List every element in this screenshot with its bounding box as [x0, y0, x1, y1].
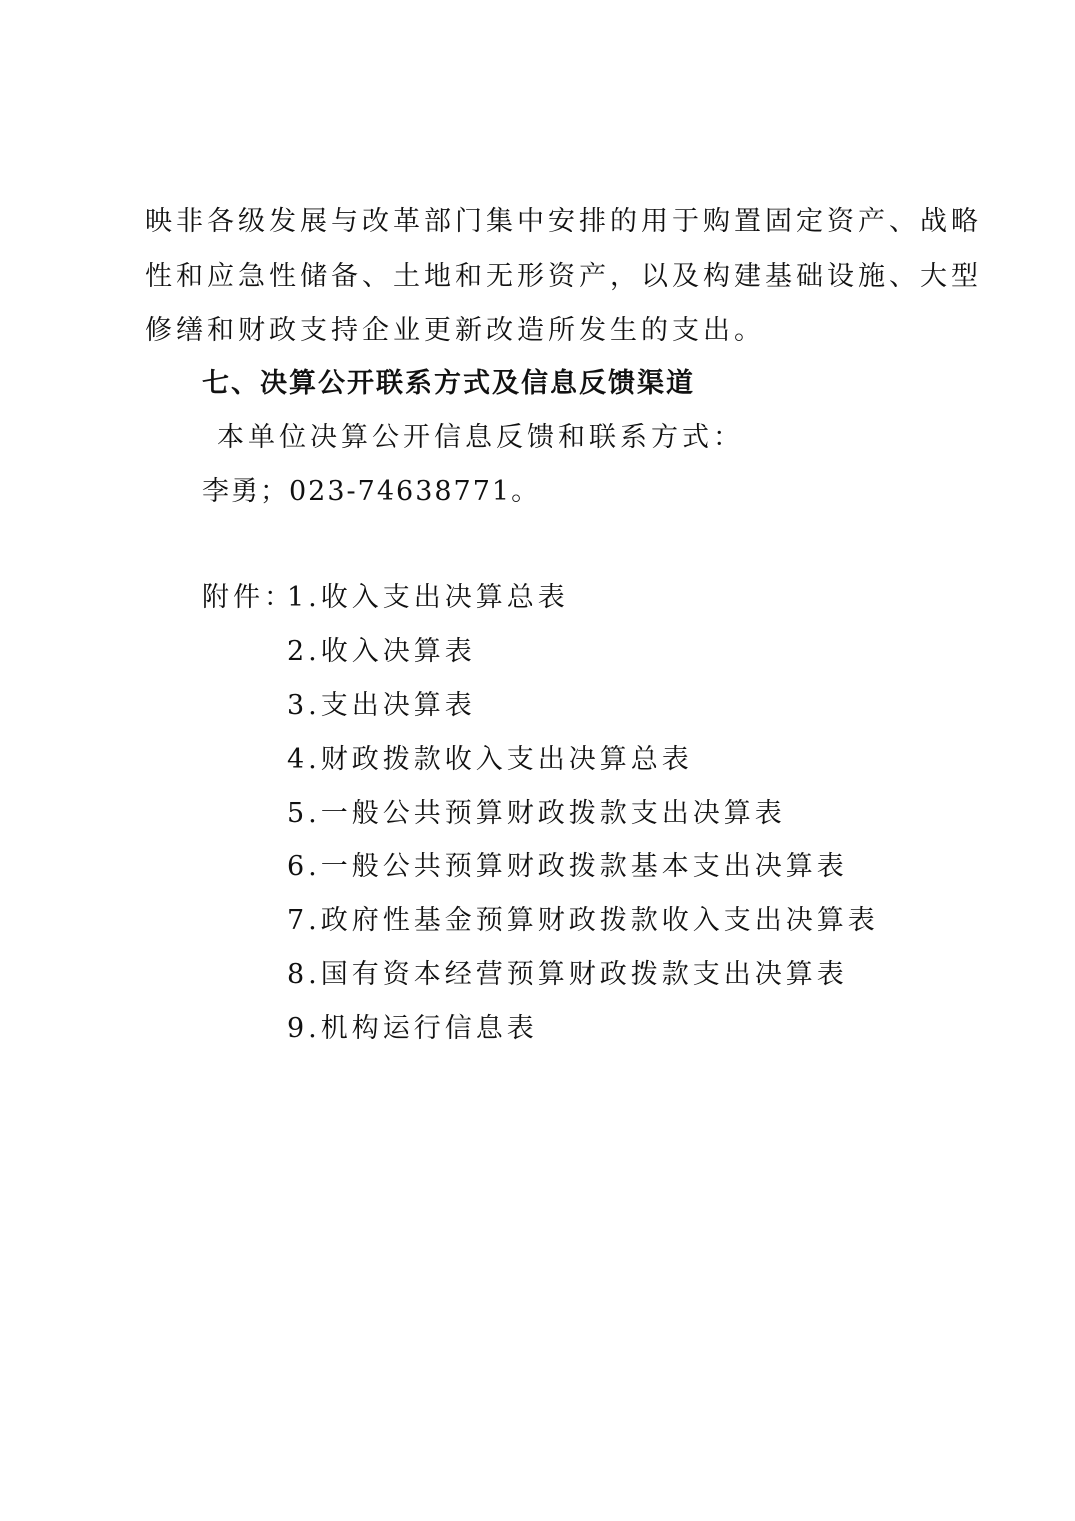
- paragraph-line-3: 修缮和财政支持企业更新改造所发生的支出。: [145, 315, 765, 346]
- attachment-item: 3.支出决算表: [287, 690, 476, 721]
- contact-info: 李勇；023-74638771。: [202, 476, 541, 507]
- attachment-item: 6.一般公共预算财政拨款基本支出决算表: [287, 851, 848, 882]
- attachment-item: 7.政府性基金预算财政拨款收入支出决算表: [287, 905, 879, 936]
- attachment-item: 4.财政拨款收入支出决算总表: [287, 744, 693, 775]
- contact-intro: 本单位决算公开信息反馈和联系方式：: [217, 422, 744, 453]
- paragraph-line-1: 映非各级发展与改革部门集中安排的用于购置固定资产、战略: [145, 206, 982, 237]
- attachment-item: 1.收入支出决算总表: [287, 582, 569, 613]
- attachment-item: 5.一般公共预算财政拨款支出决算表: [287, 798, 786, 829]
- section-heading: 七、决算公开联系方式及信息反馈渠道: [202, 368, 695, 399]
- attachment-item: 8.国有资本经营预算财政拨款支出决算表: [287, 959, 848, 990]
- attachments-label: 附件：: [202, 582, 295, 613]
- attachment-item: 2.收入决算表: [287, 636, 476, 667]
- paragraph-line-2: 性和应急性储备、土地和无形资产，以及构建基础设施、大型: [145, 261, 982, 292]
- attachment-item: 9.机构运行信息表: [287, 1013, 538, 1044]
